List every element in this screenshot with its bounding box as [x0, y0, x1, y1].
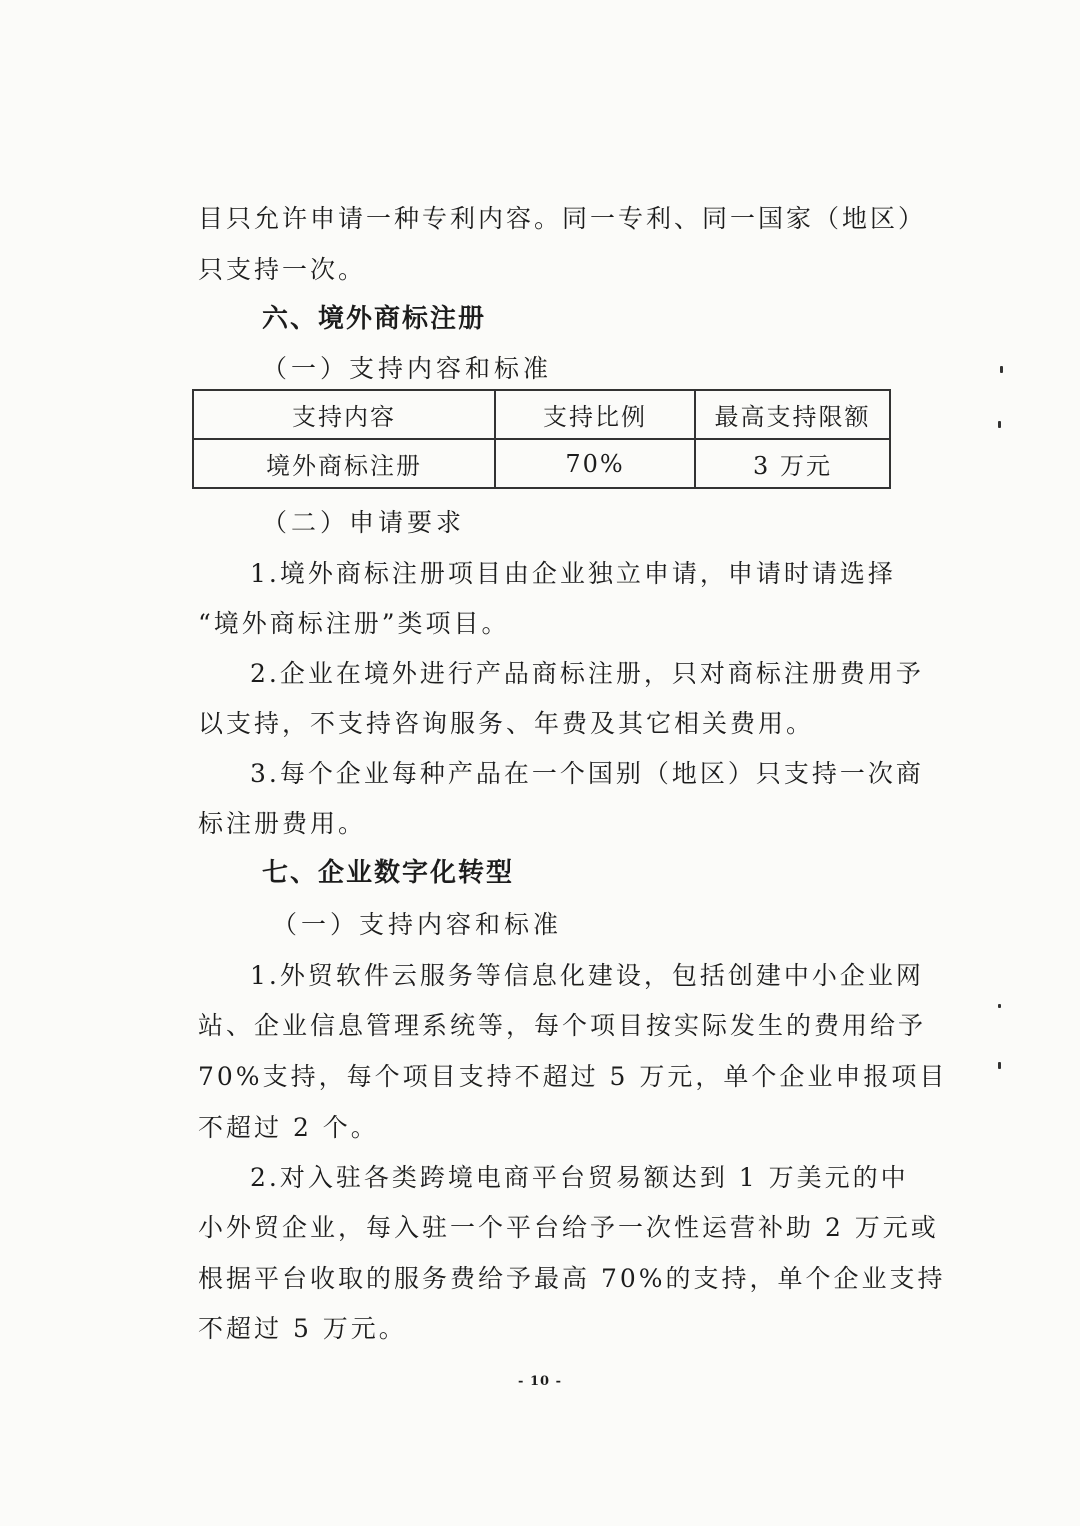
paragraph-line: 70%支持，每个项目支持不超过 5 万元，单个企业申报项目: [198, 1062, 948, 1091]
paragraph-line: 2.企业在境外进行产品商标注册，只对商标注册费用予: [250, 659, 924, 688]
paragraph-line: 不超过 5 万元。: [198, 1314, 407, 1343]
paragraph-line: 只支持一次。: [198, 255, 367, 284]
paragraph-line: 目只允许申请一种专利内容。同一专利、同一国家（地区）: [198, 204, 927, 233]
paragraph-line: 以支持，不支持咨询服务、年费及其它相关费用。: [198, 709, 815, 738]
section-heading-six: 六、境外商标注册: [262, 304, 487, 334]
page-number: - 10 -: [518, 1374, 562, 1389]
paragraph-line: 站、企业信息管理系统等，每个项目按实际发生的费用给予: [198, 1011, 927, 1040]
paragraph-line: “境外商标注册”类项目。: [198, 609, 510, 638]
table-header-cell: 支持比例: [495, 390, 695, 439]
table-cell: 70%: [495, 439, 695, 488]
scan-speck: [998, 1062, 1001, 1069]
table-header-row: [193, 390, 890, 439]
scan-speck: [998, 1004, 1001, 1008]
scan-speck: [1000, 366, 1003, 373]
scan-speck: [998, 421, 1001, 428]
table-row: [193, 439, 890, 488]
table-header-cell: 支持内容: [193, 390, 495, 439]
table-cell: 3 万元: [695, 439, 890, 488]
subsection-heading: （一）支持内容和标准: [262, 354, 553, 383]
paragraph-line: 1.境外商标注册项目由企业独立申请，申请时请选择: [250, 559, 896, 588]
paragraph-line: 2.对入驻各类跨境电商平台贸易额达到 1 万美元的中: [250, 1163, 909, 1192]
table-header-cell: 最高支持限额: [695, 390, 890, 439]
paragraph-line: 不超过 2 个。: [198, 1113, 379, 1142]
subsection-heading: （二）申请要求: [262, 508, 466, 537]
paragraph-line: 标注册费用。: [198, 809, 367, 838]
subsection-heading: （一）支持内容和标准: [272, 910, 563, 939]
paragraph-line: 3.每个企业每种产品在一个国别（地区）只支持一次商: [250, 759, 924, 788]
paragraph-line: 根据平台收取的服务费给予最高 70%的支持，单个企业支持: [198, 1264, 946, 1293]
paragraph-line: 小外贸企业，每入驻一个平台给予一次性运营补助 2 万元或: [198, 1213, 939, 1242]
section-heading-seven: 七、企业数字化转型: [262, 858, 515, 888]
support-table: [192, 389, 891, 489]
table-cell: 境外商标注册: [193, 439, 495, 488]
paragraph-line: 1.外贸软件云服务等信息化建设，包括创建中小企业网: [250, 961, 924, 990]
